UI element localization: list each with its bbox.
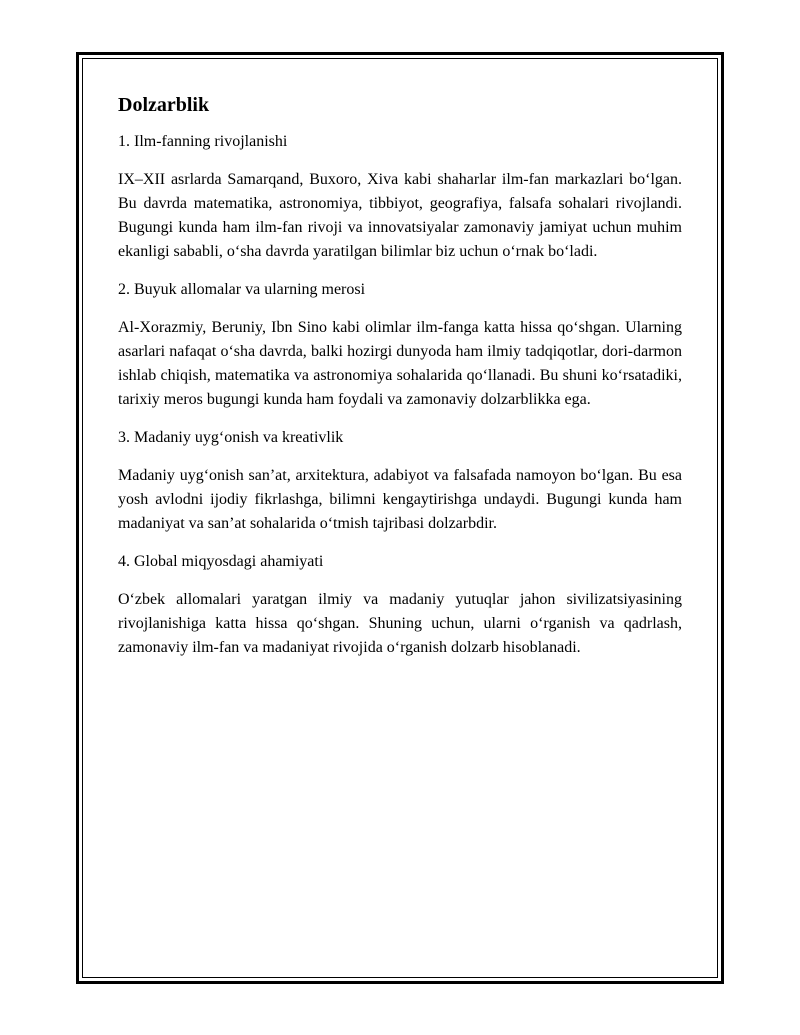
section-heading-4: 4. Global miqyosdagi ahamiyati — [118, 553, 324, 570]
section-heading-1: 1. Ilm-fanning rivojlanishi — [118, 133, 288, 150]
section-paragraph-2: Al-Xorazmiy, Beruniy, Ibn Sino kabi olimlar ilm-fanga katta hissa qo‘shgan. Ularning asarlari nafaqat o‘sha davrda, balki hozirgi dunyoda ham ilmiy tadqiqotlar, dori-darmon ishlab chiqish, matematika va astronomiya sohalarida qo‘llanadi. Bu shuni ko‘rsatadiki, tarixiy meros bugungi kunda ham foydali va zamonaviy dolzarblikka ega. — [118, 319, 682, 408]
document-body — [118, 92, 682, 674]
section-paragraph-3: Madaniy uyg‘onish san’at, arxitektura, adabiyot va falsafada namoyon bo‘lgan. Bu esa yosh avlodni ijodiy fikrlashga, bilimni kengaytirishga undaydi. Bugungi kunda ham madaniyat va san’at sohalarida o‘tmish tajribasi dolzarbdir. — [118, 467, 682, 532]
section-heading-2: 2. Buyuk allomalar va ularning merosi — [118, 281, 366, 298]
section-heading-3: 3. Madaniy uyg‘onish va kreativlik — [118, 429, 344, 446]
section-paragraph-1: IX–XII asrlarda Samarqand, Buxoro, Xiva kabi shaharlar ilm-fan markazlari bo‘lgan. Bu davrda matematika, astronomiya, tibbiyot, geografiya, falsafa sohalari rivojlandi. Bugungi kunda ham ilm-fan rivoji va innovatsiyalar zamonaviy jamiyat uchun muhim ekanligi sababli, o‘sha davrda yaratilgan bilimlar biz uchun o‘rnak bo‘ladi. — [118, 171, 682, 260]
document-title: Dolzarblik — [118, 94, 210, 116]
section-paragraph-4: O‘zbek allomalari yaratgan ilmiy va madaniy yutuqlar jahon sivilizatsiyasining rivojlanishiga katta hissa qo‘shgan. Shuning uchun, ularni o‘rganish va qadrlash, zamonaviy ilm-fan va madaniyat rivojida o‘rganish dolzarb hisoblanadi. — [118, 591, 682, 656]
